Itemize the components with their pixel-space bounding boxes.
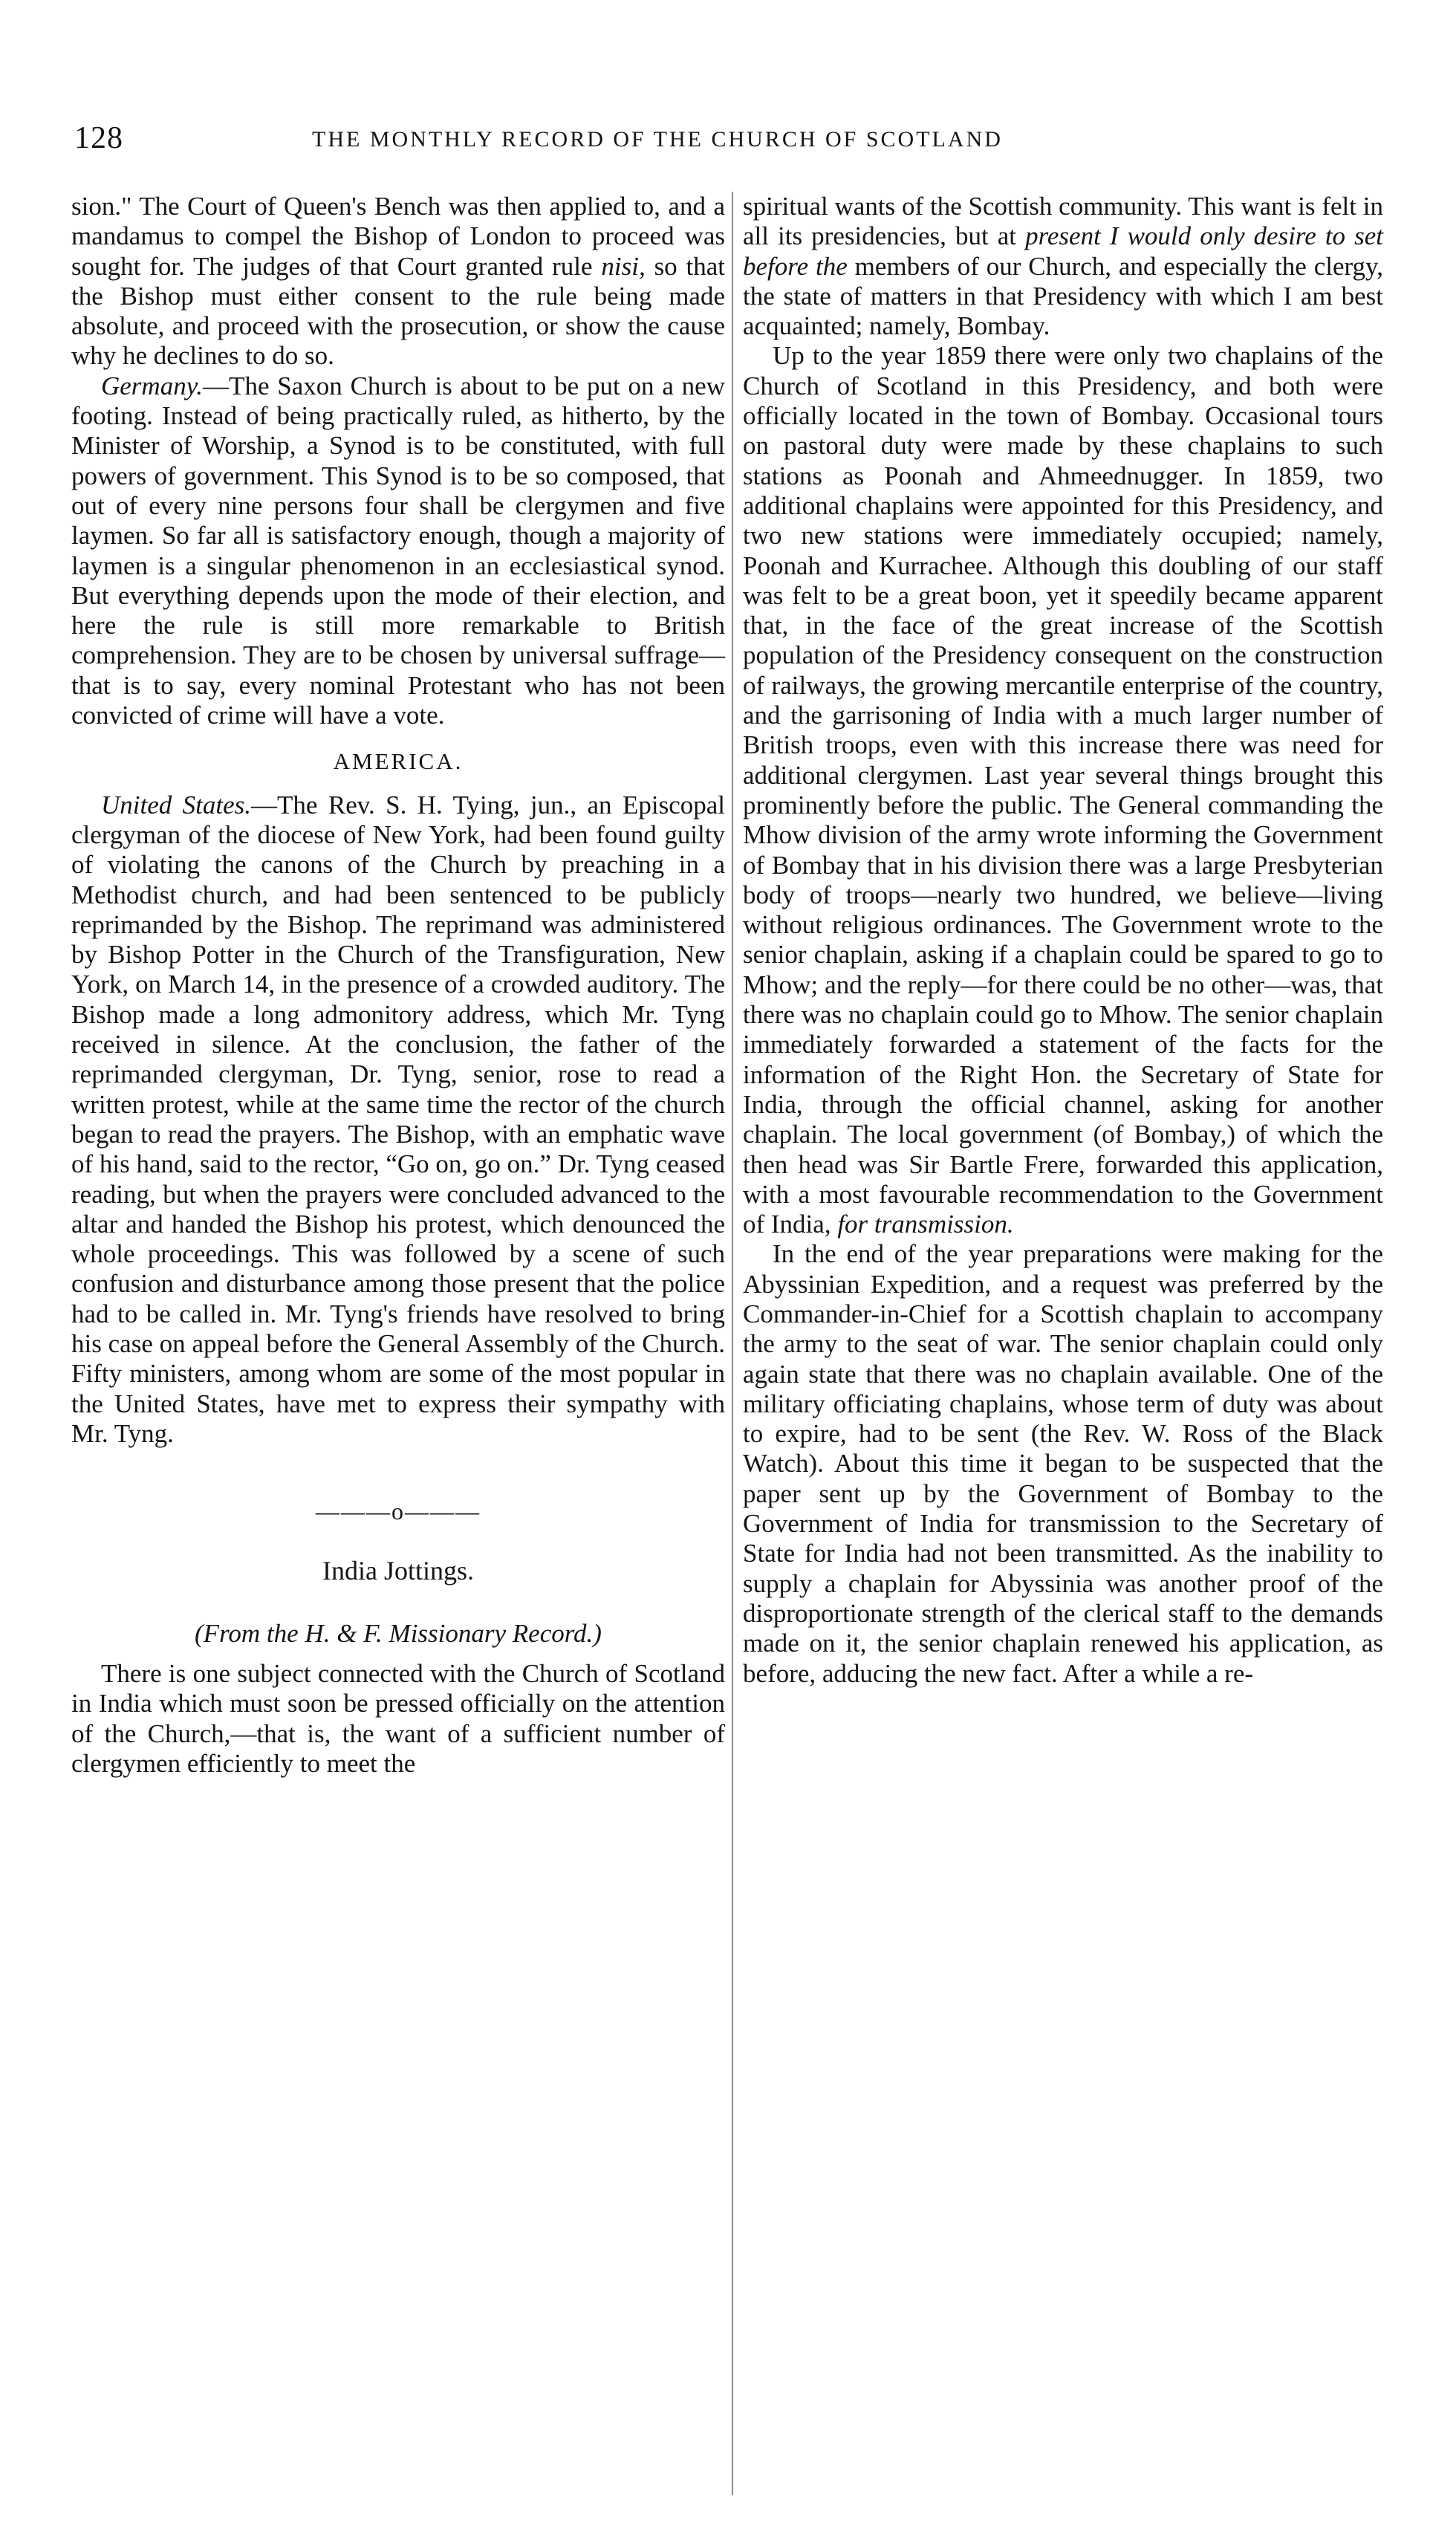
right-column xyxy=(743,192,1383,1689)
paragraph-abyssinian-expedition xyxy=(743,1239,1383,1688)
journal-title: THE MONTHLY RECORD OF THE CHURCH OF SCOTLAND xyxy=(312,127,1003,152)
paragraph-text: Up to the year 1859 there were only two chaplains of the Church of Scotland in this Presidency, and both were officially located in the town of Bombay. Occasional tours on pastoral duty were made by these chaplains to such stations as Poonah and Ahmeednugger. In 1859, two additional chaplains were appointed for this Presidency, and two new stations were immediately occupied; namely, Poonah and Kurrachee. Although this doubling of our staff was felt to be a great boon, yet it speedily became apparent that, in the face of the great increase of the Scottish population of the Presidency consequent on the construction of railways, the growing mercantile enterprise of the country, and the garrisoning of India with a much larger number of British troops, even with this increase there was need for additional clergymen. Last year several things brought this prominently before the public. The General commanding the Mhow division of the army wrote informing the Government of Bombay that in his division there was a large Presbyterian body of troops—nearly two hundred, we believe—living without religious ordinances. The Government wrote to the senior chaplain, asking if a chaplain could be spared to go to Mhow; and the reply—for there could be no other—was, that there was no chaplain could go to Mhow. The senior chaplain immediately forwarded a statement of the facts for the information of the Right Hon. the Secretary of State for India, through the official channel, asking for another chaplain. The local government (of Bombay,) of which the then head was Sir Bartle Frere, forwarded this application, with a most favourable recommendation to the Government of India, xyxy=(743,341,1383,1239)
italic-phrase: for transmission. xyxy=(837,1210,1014,1239)
paragraph-text: There is one subject connected with the Church of Scotland in India which must soon be pressed officially on the attention of the Church,—that is, the want of a sufficient number of clergymen efficiently to meet the xyxy=(71,1659,725,1778)
section-label-germany: Germany. xyxy=(101,371,204,400)
section-label-united-states: United States. xyxy=(101,790,252,819)
paragraph-text: In the end of the year preparations were making for the Abyssinian Expedition, and a request was preferred by the Commander-in-Chief for a Scottish chaplain to accompany the army to the seat of war. The senior chaplain could only again state that there was no chaplain available. One of the military officiating chaplains, whose term of duty was about to expire, had to be sent (the Rev. W. Ross of the Black Watch). About this time it began to be suspected that the paper sent up by the Government of Bombay to the Government of India for transmission to the Secretary of State for India had not been transmitted. As the inability to supply a chaplain for Abyssinia was another proof of the disproportionate strength of the clerical staff to the demands made on it, the senior chaplain renewed his application, as before, adducing the new fact. After a while a re- xyxy=(743,1239,1383,1688)
paragraph-germany xyxy=(71,371,725,731)
italic-term: nisi, xyxy=(601,251,646,281)
left-column xyxy=(71,192,725,1779)
paragraph-text: —The Rev. S. H. Tying, jun., an Episcopal clergyman of the diocese of New York, had been found guilty of violating the canons of the Church by preaching in a Methodist church, and had been sentenced to be publicly reprimanded by the Bishop. The reprimand was administered by Bishop Potter in the Church of the Transfiguration, New York, on March 14, in the presence of a crowded auditory. The Bishop made a long admonitory address, which Mr. Tyng received in silence. At the conclusion, the father of the reprimanded clergyman, Dr. Tyng, senior, rose to read a written protest, while at the same time the rector of the church began to read the prayers. The Bishop, with an emphatic wave of his hand, said to the rector, “Go on, go on.” Dr. Tyng ceased reading, but when the prayers were concluded advanced to the altar and handed the Bishop his protest, which denounced the whole proceedings. This was followed by a scene of such confusion and disturbance among those present that the police had to be called in. Mr. Tyng's friends have resolved to bring his case on appeal before the General Assembly of the Church. Fifty ministers, among whom are some of the most popular in the United States, have met to express their sympathy with Mr. Tyng. xyxy=(71,790,726,1448)
paragraph-india-intro xyxy=(71,1659,725,1779)
paragraph-text: —The Saxon Church is about to be put on a new footing. Instead of being practically ruled, as hitherto, by the Minister of Worship, a Synod is to be constituted, with full powers of government. This Synod is to be so composed, that out of every nine persons four shall be clergymen and five laymen. So far all is satisfactory enough, though a majority of laymen is a singular phenomenon in an ecclesiastical synod. But everything depends upon the mode of their election, and here the rule is still more remarkable to British comprehension. They are to be chosen by universal suffrage—that is to say, every nominal Protestant who has not been convicted of crime will have a vote. xyxy=(71,371,725,730)
paragraph-text: so that the Bishop must either consent to the rule being made absolute, and proceed with the prosecution, or show the cause why he declines to do so. xyxy=(71,251,726,371)
section-divider: ———o——— xyxy=(316,1498,481,1525)
paragraph-text: sion." The Court of Queen's Bench was then applied to, and a mandamus to compel the Bishop of London to proceed was sought for. The judges of that Court granted rule xyxy=(71,192,725,281)
paragraph-bishop-case xyxy=(71,192,725,371)
paragraph-scottish-community xyxy=(743,192,1383,341)
italic-phrase: present I would only desire to set before the xyxy=(743,221,1383,281)
paragraph-united-states xyxy=(71,791,725,1450)
article-source-line: (From the H. & F. Missionary Record.) xyxy=(195,1618,602,1648)
paragraph-text: spiritual wants of the Scottish community. This want is felt in all its presidencies, but at xyxy=(743,192,1383,251)
article-title-india-jottings: India Jottings. xyxy=(322,1556,474,1586)
paragraph-text: members of our Church, and especially the clergy, the state of matters in that Presidency with which I am best acquainted; namely, Bombay. xyxy=(743,251,1383,341)
running-head xyxy=(74,119,1382,163)
paragraph-bombay-chaplains xyxy=(743,341,1383,1239)
page-number: 128 xyxy=(74,121,123,155)
section-heading-america: AMERICA. xyxy=(333,748,464,775)
column-divider-rule xyxy=(732,192,733,2495)
